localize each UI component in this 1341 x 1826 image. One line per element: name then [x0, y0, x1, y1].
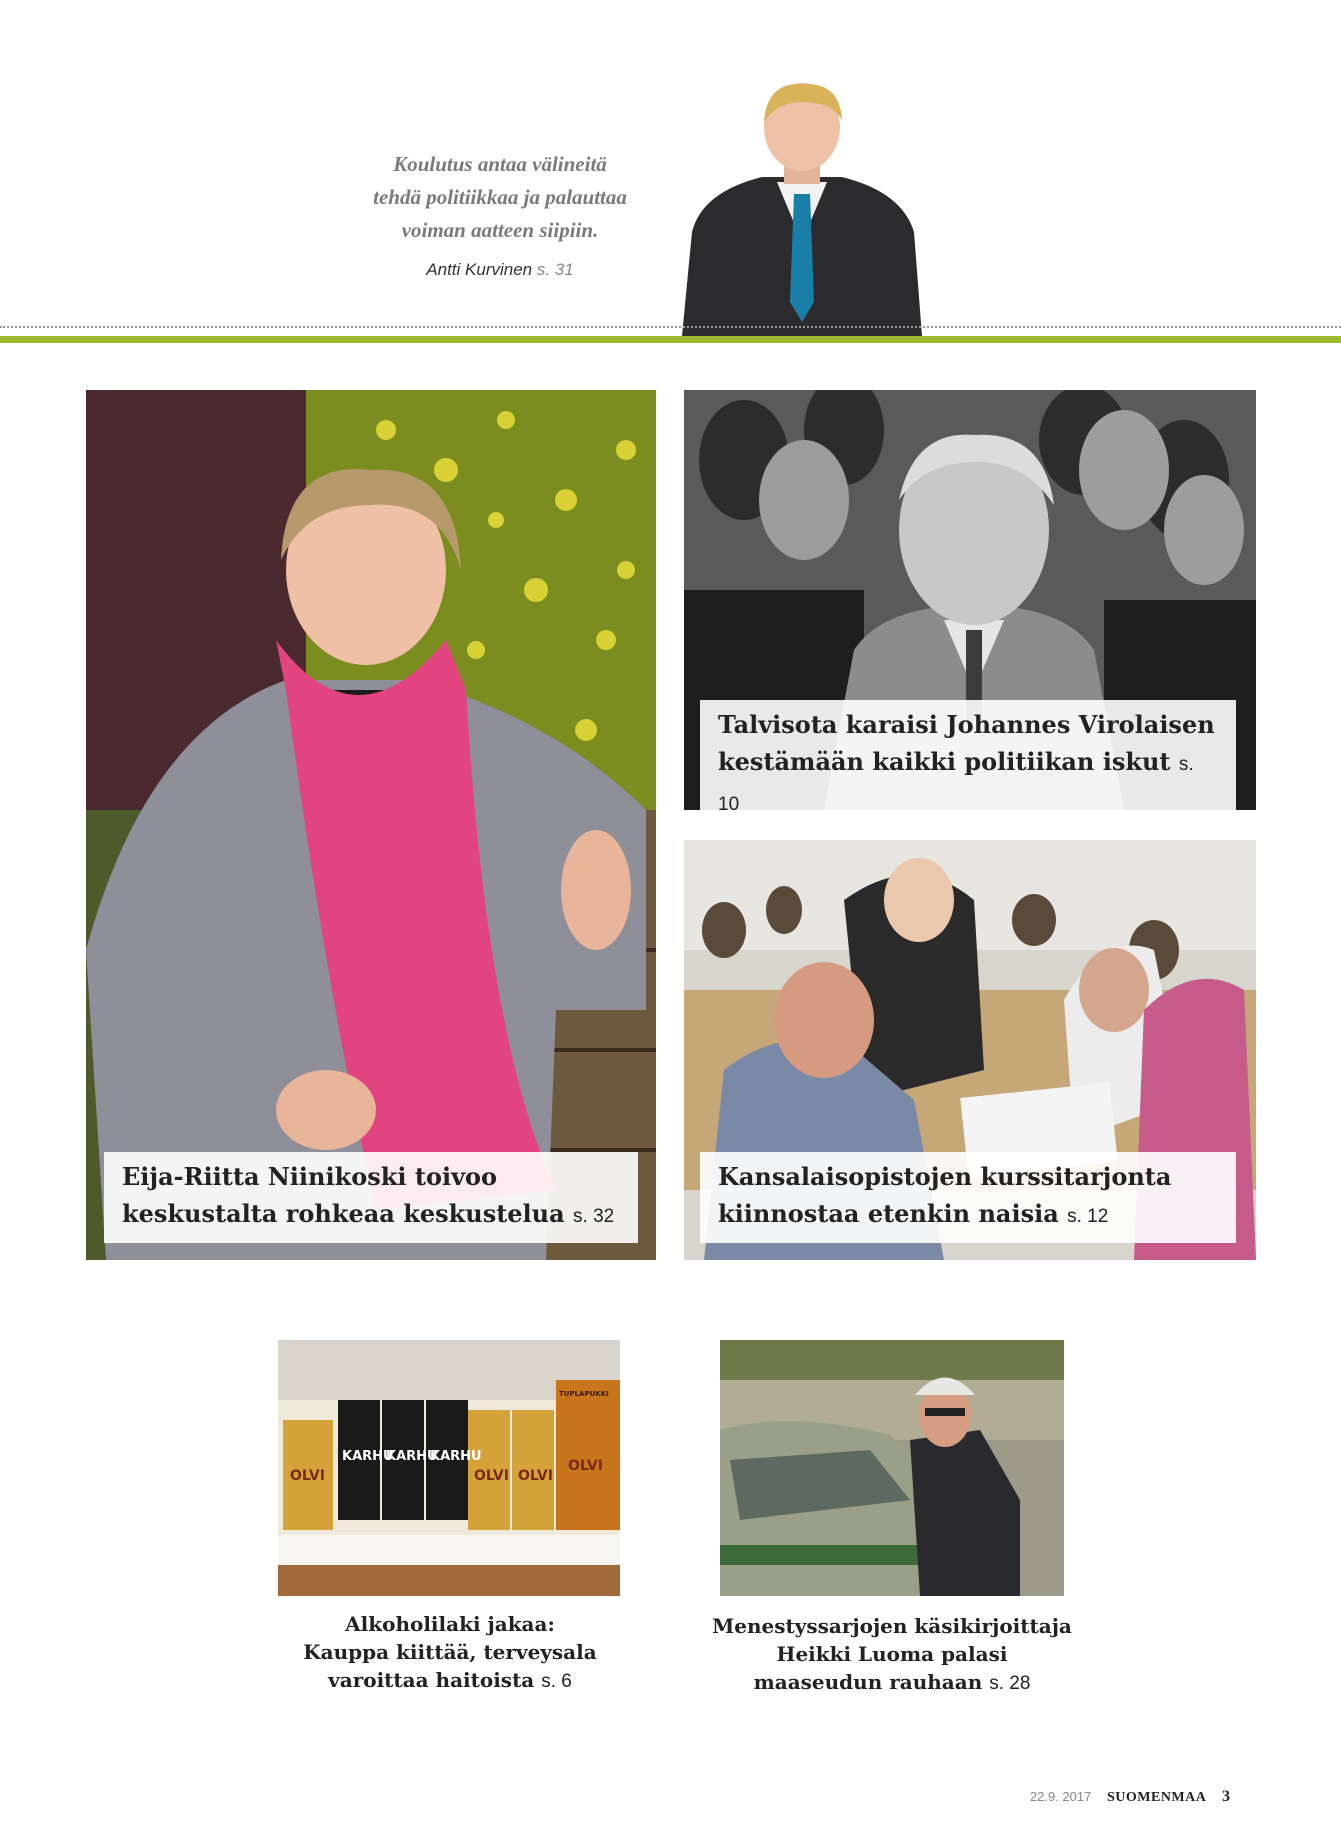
- shelf-label: KARHU: [386, 1449, 438, 1464]
- publication-name: SUOMENMAA: [1106, 1790, 1207, 1805]
- quote-attribution: [330, 260, 670, 280]
- story-page-ref: s. 10: [718, 754, 1194, 815]
- page-number: 3: [1222, 1788, 1230, 1805]
- story-title-line: maaseudun rauhaan: [753, 1670, 983, 1694]
- story-caption-kansalaisopisto: [700, 1152, 1236, 1243]
- quote-author-name: Antti Kurvinen: [426, 260, 533, 279]
- photo-eija-riitta-niinikoski: [86, 390, 656, 1260]
- shelf-label: OLVI: [518, 1468, 553, 1484]
- photo-heikki-luoma: [720, 1340, 1064, 1596]
- story-page-ref: s. 32: [573, 1206, 615, 1227]
- story-title-line: Alkoholilaki jakaa:: [345, 1612, 555, 1636]
- story-caption-virolainen: [700, 700, 1236, 831]
- shelf-label: KARHU: [342, 1449, 394, 1464]
- header-green-rule: [0, 336, 1341, 343]
- story-title-line: kiinnostaa etenkin naisia: [718, 1199, 1059, 1228]
- shelf-label: OLVI: [474, 1468, 509, 1484]
- story-page-ref: s. 28: [989, 1673, 1031, 1694]
- story-title-line: Kansalaisopistojen kurssitarjonta: [718, 1162, 1172, 1191]
- story-title-line: Talvisota karaisi Johannes Virolaisen: [718, 710, 1215, 739]
- story-page-ref: s. 6: [541, 1671, 572, 1692]
- story-title-line: varoittaa haitoista: [328, 1668, 535, 1692]
- story-page-ref: s. 12: [1067, 1206, 1109, 1227]
- portrait-photo-antti-kurvinen: [682, 82, 922, 336]
- quote-page-ref: s. 31: [536, 260, 574, 279]
- story-title-line: Eija-Riitta Niinikoski toivoo: [122, 1162, 498, 1191]
- pull-quote: [330, 148, 670, 247]
- shelf-label: OLVI: [290, 1468, 325, 1484]
- story-title-line: Menestyssarjojen käsikirjoittaja: [712, 1614, 1072, 1638]
- quote-line: tehdä politiikkaa ja palauttaa: [373, 185, 627, 209]
- story-caption-niinikoski: [104, 1152, 638, 1243]
- issue-date: 22.9. 2017: [1029, 1789, 1092, 1804]
- quote-line: voiman aatteen siipiin.: [401, 218, 599, 242]
- story-title-line: Heikki Luoma palasi: [776, 1642, 1008, 1666]
- header-dotted-rule: [0, 326, 1341, 328]
- story-title-line: kestämään kaikki politiikan iskut: [718, 747, 1171, 776]
- story-title-line: Kauppa kiittää, terveysala: [303, 1640, 597, 1664]
- story-caption-heikki-luoma: [692, 1612, 1092, 1698]
- quote-line: Koulutus antaa välineitä: [393, 152, 607, 176]
- shelf-label: KARHU: [430, 1449, 482, 1464]
- shelf-label: OLVI: [568, 1458, 603, 1474]
- photo-beer-shelf: [278, 1340, 620, 1596]
- story-title-line: keskustalta rohkeaa keskustelua: [122, 1199, 565, 1228]
- page-footer: [930, 1788, 1230, 1806]
- shelf-label: TUPLAPUKKI: [559, 1390, 609, 1398]
- story-caption-alkoholilaki: [250, 1610, 650, 1696]
